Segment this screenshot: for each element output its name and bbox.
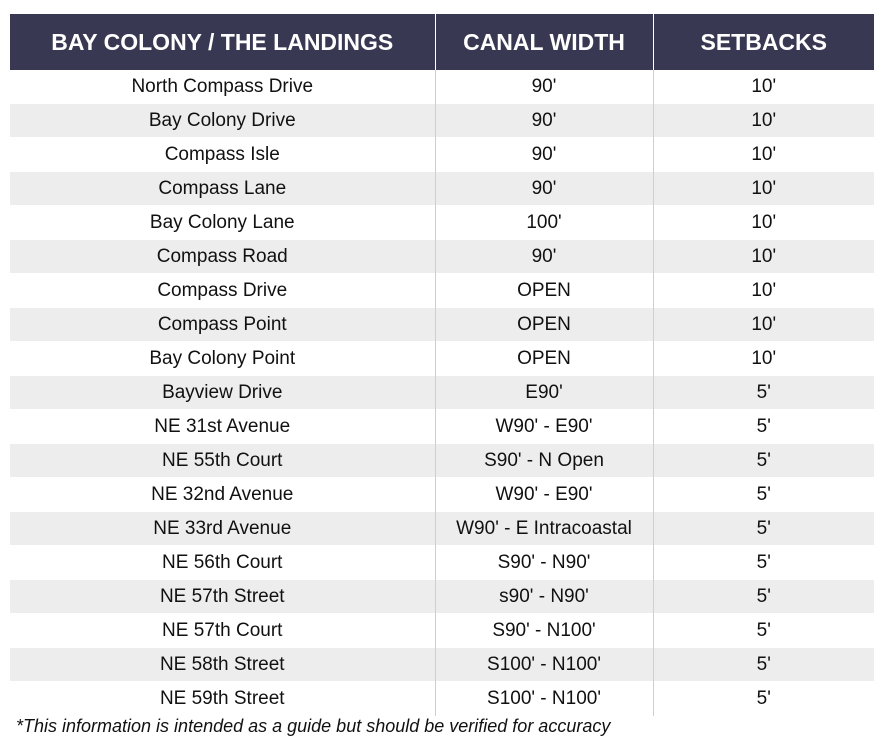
table-body xyxy=(10,70,874,716)
cell-setbacks: 10' xyxy=(653,240,874,274)
cell-street: Bay Colony Drive xyxy=(10,104,435,138)
cell-setbacks: 10' xyxy=(653,342,874,376)
cell-canal-width: OPEN xyxy=(435,308,653,342)
cell-canal-width: S100' - N100' xyxy=(435,682,653,716)
table-row xyxy=(10,614,874,648)
table-row xyxy=(10,580,874,614)
cell-street: NE 32nd Avenue xyxy=(10,478,435,512)
cell-street: Compass Drive xyxy=(10,274,435,308)
cell-street: Bay Colony Lane xyxy=(10,206,435,240)
cell-setbacks: 10' xyxy=(653,206,874,240)
cell-setbacks: 5' xyxy=(653,410,874,444)
cell-street: NE 57th Court xyxy=(10,614,435,648)
cell-setbacks: 5' xyxy=(653,376,874,410)
canal-table-container xyxy=(10,14,874,716)
cell-canal-width: S90' - N Open xyxy=(435,444,653,478)
table-row xyxy=(10,274,874,308)
cell-canal-width: S90' - N90' xyxy=(435,546,653,580)
cell-setbacks: 10' xyxy=(653,104,874,138)
table-row xyxy=(10,512,874,546)
cell-street: Compass Point xyxy=(10,308,435,342)
table-row xyxy=(10,682,874,716)
header-canal-width: CANAL WIDTH xyxy=(435,14,653,70)
table-row xyxy=(10,138,874,172)
cell-setbacks: 5' xyxy=(653,614,874,648)
cell-canal-width: s90' - N90' xyxy=(435,580,653,614)
cell-street: NE 56th Court xyxy=(10,546,435,580)
cell-canal-width: 90' xyxy=(435,104,653,138)
table-header xyxy=(10,14,874,70)
table-row xyxy=(10,444,874,478)
cell-canal-width: 100' xyxy=(435,206,653,240)
table-row xyxy=(10,648,874,682)
cell-street: Bay Colony Point xyxy=(10,342,435,376)
header-setbacks: SETBACKS xyxy=(653,14,874,70)
cell-canal-width: W90' - E90' xyxy=(435,478,653,512)
cell-setbacks: 5' xyxy=(653,546,874,580)
cell-setbacks: 10' xyxy=(653,70,874,104)
table-row xyxy=(10,308,874,342)
canal-width-table xyxy=(10,14,874,716)
cell-canal-width: OPEN xyxy=(435,274,653,308)
table-row xyxy=(10,172,874,206)
cell-street: Compass Isle xyxy=(10,138,435,172)
cell-canal-width: 90' xyxy=(435,138,653,172)
table-row xyxy=(10,478,874,512)
cell-street: North Compass Drive xyxy=(10,70,435,104)
cell-street: NE 57th Street xyxy=(10,580,435,614)
cell-setbacks: 10' xyxy=(653,274,874,308)
cell-street: NE 33rd Avenue xyxy=(10,512,435,546)
cell-street: Compass Road xyxy=(10,240,435,274)
cell-street: NE 58th Street xyxy=(10,648,435,682)
cell-street: NE 55th Court xyxy=(10,444,435,478)
cell-setbacks: 10' xyxy=(653,172,874,206)
table-row xyxy=(10,104,874,138)
cell-canal-width: OPEN xyxy=(435,342,653,376)
cell-setbacks: 5' xyxy=(653,444,874,478)
cell-canal-width: 90' xyxy=(435,70,653,104)
disclaimer-footnote: *This information is intended as a guide but should be verified for accuracy xyxy=(16,716,611,736)
cell-canal-width: W90' - E Intracoastal xyxy=(435,512,653,546)
cell-street: Compass Lane xyxy=(10,172,435,206)
table-row xyxy=(10,376,874,410)
cell-canal-width: S100' - N100' xyxy=(435,648,653,682)
table-row xyxy=(10,546,874,580)
table-row xyxy=(10,410,874,444)
cell-street: Bayview Drive xyxy=(10,376,435,410)
cell-canal-width: 90' xyxy=(435,240,653,274)
cell-canal-width: S90' - N100' xyxy=(435,614,653,648)
cell-setbacks: 5' xyxy=(653,512,874,546)
table-row xyxy=(10,240,874,274)
header-street: BAY COLONY / THE LANDINGS xyxy=(10,14,435,70)
cell-setbacks: 5' xyxy=(653,648,874,682)
cell-setbacks: 5' xyxy=(653,580,874,614)
cell-canal-width: 90' xyxy=(435,172,653,206)
table-row xyxy=(10,342,874,376)
cell-setbacks: 5' xyxy=(653,682,874,716)
cell-setbacks: 5' xyxy=(653,478,874,512)
table-row xyxy=(10,70,874,104)
cell-setbacks: 10' xyxy=(653,138,874,172)
cell-street: NE 59th Street xyxy=(10,682,435,716)
cell-canal-width: E90' xyxy=(435,376,653,410)
table-row xyxy=(10,206,874,240)
cell-canal-width: W90' - E90' xyxy=(435,410,653,444)
header-row xyxy=(10,14,874,70)
cell-setbacks: 10' xyxy=(653,308,874,342)
cell-street: NE 31st Avenue xyxy=(10,410,435,444)
